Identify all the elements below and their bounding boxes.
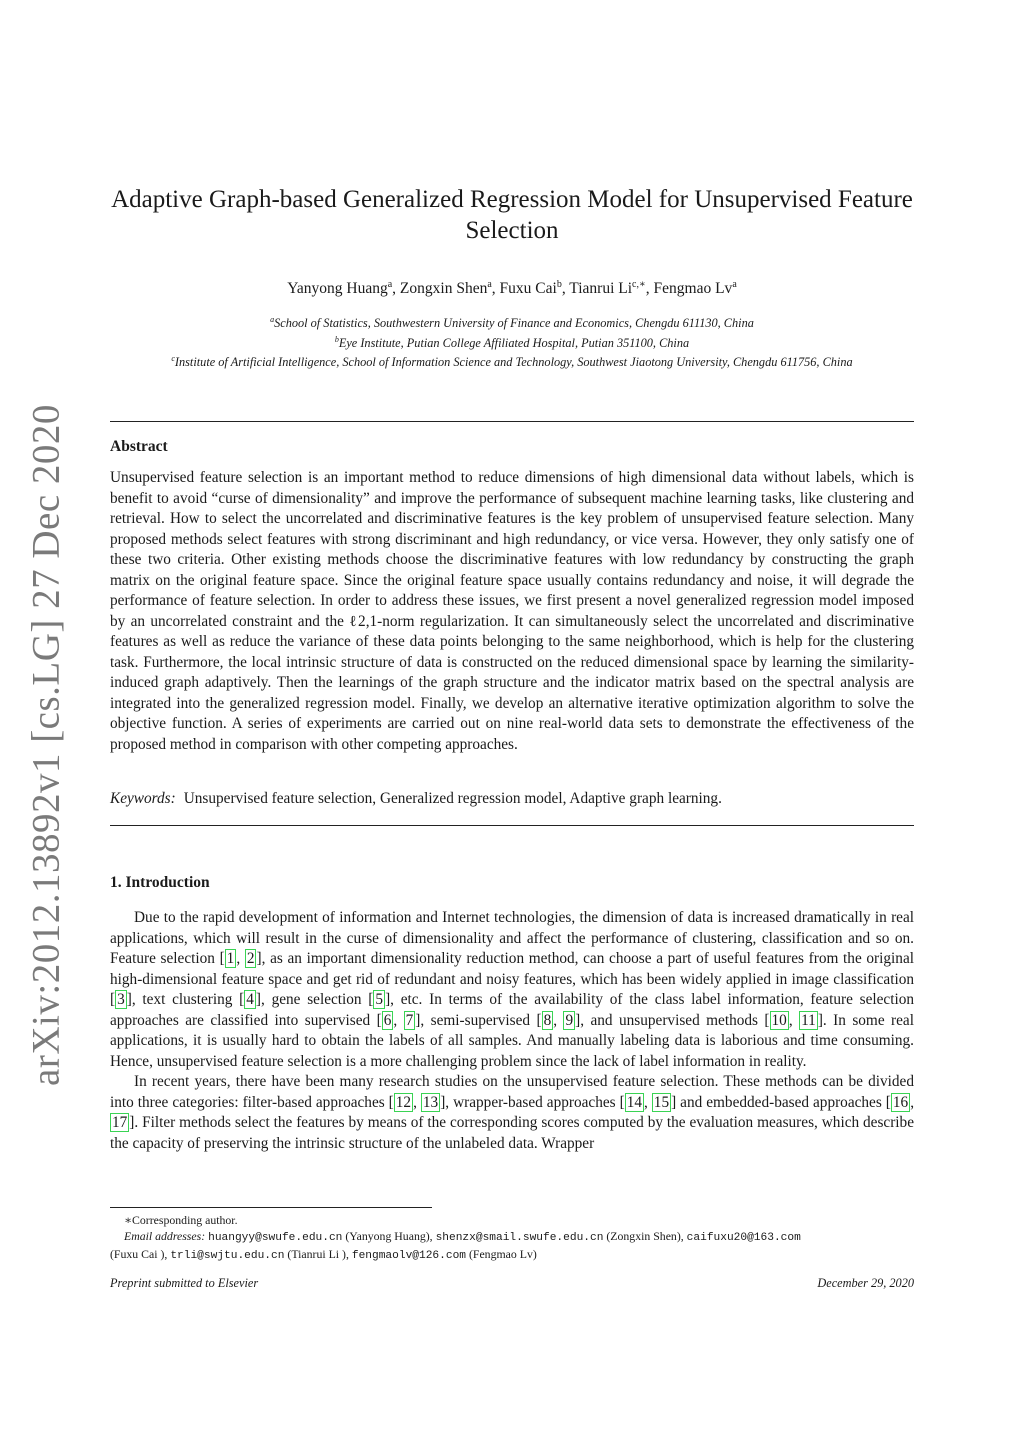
email-link[interactable]: shenzx@smail.swufe.edu.cn bbox=[435, 1232, 604, 1244]
keywords-text: Unsupervised feature selection, Generalized regression model, Adaptive graph learning. bbox=[183, 790, 722, 807]
author-affil-mark: c,∗ bbox=[632, 279, 646, 290]
author-list: Yanyong Huang$^a$, Zongxin Shen$^a$, Fuxu Cai$^b$, Tianrui $Li^{c,∗}$, Fengmao Lv$^a$ bbox=[287, 279, 737, 298]
abstract-top-rule bbox=[110, 421, 914, 422]
affiliation-mark: a bbox=[270, 315, 275, 324]
email-link[interactable]: caifuxu20@163.com bbox=[686, 1232, 801, 1244]
affiliation bbox=[110, 312, 914, 332]
keywords-line bbox=[110, 789, 914, 809]
abstract-heading: Abstract bbox=[110, 438, 168, 455]
affiliation-mark: c bbox=[171, 354, 175, 364]
affiliation-text: Eye Institute, Putian College Affiliated Hospital, Putian 351100, China bbox=[338, 335, 690, 350]
email-link[interactable]: trli@swjtu.edu.cn bbox=[170, 1250, 285, 1262]
citation-link[interactable]: 1 bbox=[226, 950, 235, 967]
citation-link[interactable]: 11 bbox=[801, 1011, 816, 1029]
email-owner: (Yanyong Huang) bbox=[345, 1229, 430, 1243]
title-line-2: Selection bbox=[465, 217, 559, 244]
email-addresses: Email addresses: huangyy@swufe.edu.cn (Yanyong Huang), shenzx@smail.swufe.edu.cn (Zongxin Shen), caifuxu20@163.com bbox=[124, 1229, 801, 1244]
paper-title bbox=[110, 184, 914, 246]
abstract-body: Unsupervised feature selection is an important method to reduce dimensions of high dimensional data without labels, which is benefit to avoid “curse of dimensionality” and improve the performance of subsequent machine learning tasks, like clustering and retrieval. How to select the uncorrelated and discriminative features is the key problem of unsupervised feature selection. Many proposed methods select features with strong discriminant and high redundancy, or vice versa. However, they only satisfy one of these two criteria. Other existing methods choose the discriminative features with low redundancy by constructing the graph matrix on the original feature space. Since the original feature space usually contains redundancy and noise, it will degrade the performance of feature selection. In order to address these issues, we first present a novel generalized regression model imposed by an uncorrelated constraint and the ℓ2,1-norm regularization. It can simultaneously select the uncorrelated and discriminative features as well as reduce the variance of these data points belonging to the same neighborhood, which is help for the clustering task. Furthermore, the local intrinsic structure of data is constructed on the reduced dimensional space by learning the similarity-induced graph adaptively. Then the learnings of the graph structure and the indicator matrix based on the spectral analysis are integrated into the generalized regression model. Finally, we develop an alternative iterative optimization algorithm to solve the objective function. A series of experiments are carried out on nine real-world data sets to demonstrate the effectiveness of the proposed method in comparison with other competing approaches. bbox=[110, 469, 914, 753]
citation-link[interactable]: 16 bbox=[892, 1093, 909, 1111]
citation-link[interactable]: 7 bbox=[405, 1011, 414, 1029]
section-heading-introduction: 1. Introduction bbox=[110, 874, 210, 891]
keywords-label: Keywords: bbox=[110, 790, 176, 807]
introduction-paragraph-1: Due to the rapid development of information and Internet technologies, the dimension of data is increased dramatically in real applications, which will result in the curse of dimensionality and affect the performance of clustering, classification and so on. Feature selection [ 1 , 2 ], as an important dimensionality reduction method, can choose a part of useful features from the original high-dimensional feature space and get rid of redundant and noisy features, which has been widely applied in image classification [ 3 ], text clustering [ 4 ], gene selection [ 5 ], etc. In terms of the availability of the class label information, feature selection approaches are classified into supervised [ 6 , 7 ], semi-supervised [ 8 , 9 ], and unsupervised methods [ 10 , 11 ]. In some real applications, it is usually hard to obtain the labels of all samples. And manually labeling data is laborious and time consuming. Hence, unsupervised feature selection is a more challenging problem since the lack of label information in reality. bbox=[110, 909, 914, 1070]
email-label: Email addresses: bbox=[124, 1229, 206, 1243]
affiliation-text: Institute of Artificial Intelligence, School of Information Science and Technology, Southwest Jiaotong University, Chengdu 611756, China bbox=[174, 355, 853, 370]
title-line-1: Adaptive Graph-based Generalized Regression Model for Unsupervised Feature bbox=[111, 186, 913, 213]
author-affil-mark: a bbox=[387, 279, 393, 290]
author-name: Fuxu Cai bbox=[499, 280, 557, 298]
citation-link[interactable]: 10 bbox=[771, 1011, 787, 1029]
author-name: Yanyong Huang bbox=[287, 280, 388, 298]
citation-link[interactable]: 13 bbox=[422, 1093, 439, 1111]
email-link[interactable]: fengmaolv@126.com bbox=[351, 1250, 466, 1262]
affiliation-text: School of Statistics, Southwestern University of Finance and Economics, Chengdu 611130, China bbox=[274, 316, 754, 331]
abstract-bottom-rule bbox=[110, 825, 914, 826]
introduction-body bbox=[110, 908, 914, 1154]
citation-link[interactable]: 8 bbox=[543, 1011, 552, 1029]
citation-link[interactable]: 5 bbox=[375, 991, 384, 1008]
footnote bbox=[110, 1212, 914, 1264]
citation-link[interactable]: 14 bbox=[626, 1093, 642, 1111]
email-owner: (Zongxin Shen) bbox=[606, 1229, 681, 1243]
email-owner: (Tianrui Li ) bbox=[287, 1247, 346, 1261]
email-owner: (Fuxu Cai ) bbox=[110, 1247, 165, 1261]
citation-link[interactable]: 15 bbox=[653, 1093, 670, 1111]
email-addresses-cont: (Fuxu Cai ), trli@swjtu.edu.cn (Tianrui Li ), fengmaolv@126.com (Fengmao Lv) bbox=[110, 1247, 537, 1262]
citation-link[interactable]: 9 bbox=[565, 1011, 574, 1029]
introduction-paragraph-2: In recent years, there have been many research studies on the unsupervised feature selection. These methods can be divided into three categories: filter-based approaches [ 12 , 13 ], wrapper-based approaches [ 14 , 15 ] and embedded-based approaches [ 16 , 17 ]. Filter methods select the features by means of the corresponding scores computed by the evaluation measures, which describe the capacity of preserving the intrinsic structure of the unlabeled data. Wrapper bbox=[110, 1073, 915, 1152]
affiliation-mark: b bbox=[334, 334, 339, 344]
citation-link[interactable]: 4 bbox=[246, 991, 254, 1008]
author-name: Tianrui Li bbox=[569, 280, 633, 298]
preprint-date: December 29, 2020 bbox=[817, 1276, 914, 1290]
affiliation bbox=[110, 351, 914, 371]
author-affil-mark: a bbox=[487, 279, 492, 290]
citation-link[interactable]: 3 bbox=[117, 991, 125, 1008]
affiliation bbox=[110, 332, 914, 352]
citation-link[interactable]: 2 bbox=[246, 950, 255, 967]
preprint-note: Preprint submitted to Elsevier bbox=[110, 1276, 259, 1290]
citation-link[interactable]: 6 bbox=[383, 1011, 392, 1029]
email-owner: (Fengmao Lv) bbox=[468, 1247, 537, 1261]
author-name: Zongxin Shen bbox=[399, 280, 488, 298]
citation-link[interactable]: 17 bbox=[112, 1114, 128, 1131]
author-name: Fengmao Lv bbox=[653, 280, 733, 298]
footnote-rule bbox=[110, 1207, 432, 1208]
corresponding-author-note: ∗Corresponding author. bbox=[124, 1213, 238, 1227]
affiliation-list bbox=[110, 312, 914, 371]
email-link[interactable]: huangyy@swufe.edu.cn bbox=[208, 1232, 343, 1244]
author-affil-mark: a bbox=[732, 279, 737, 290]
author-affil-mark: b bbox=[556, 279, 562, 290]
citation-link[interactable]: 12 bbox=[395, 1093, 412, 1111]
arxiv-identifier-stamp[interactable]: arXiv:2012.13892v1 [cs.LG] 27 Dec 2020 bbox=[24, 404, 68, 1086]
